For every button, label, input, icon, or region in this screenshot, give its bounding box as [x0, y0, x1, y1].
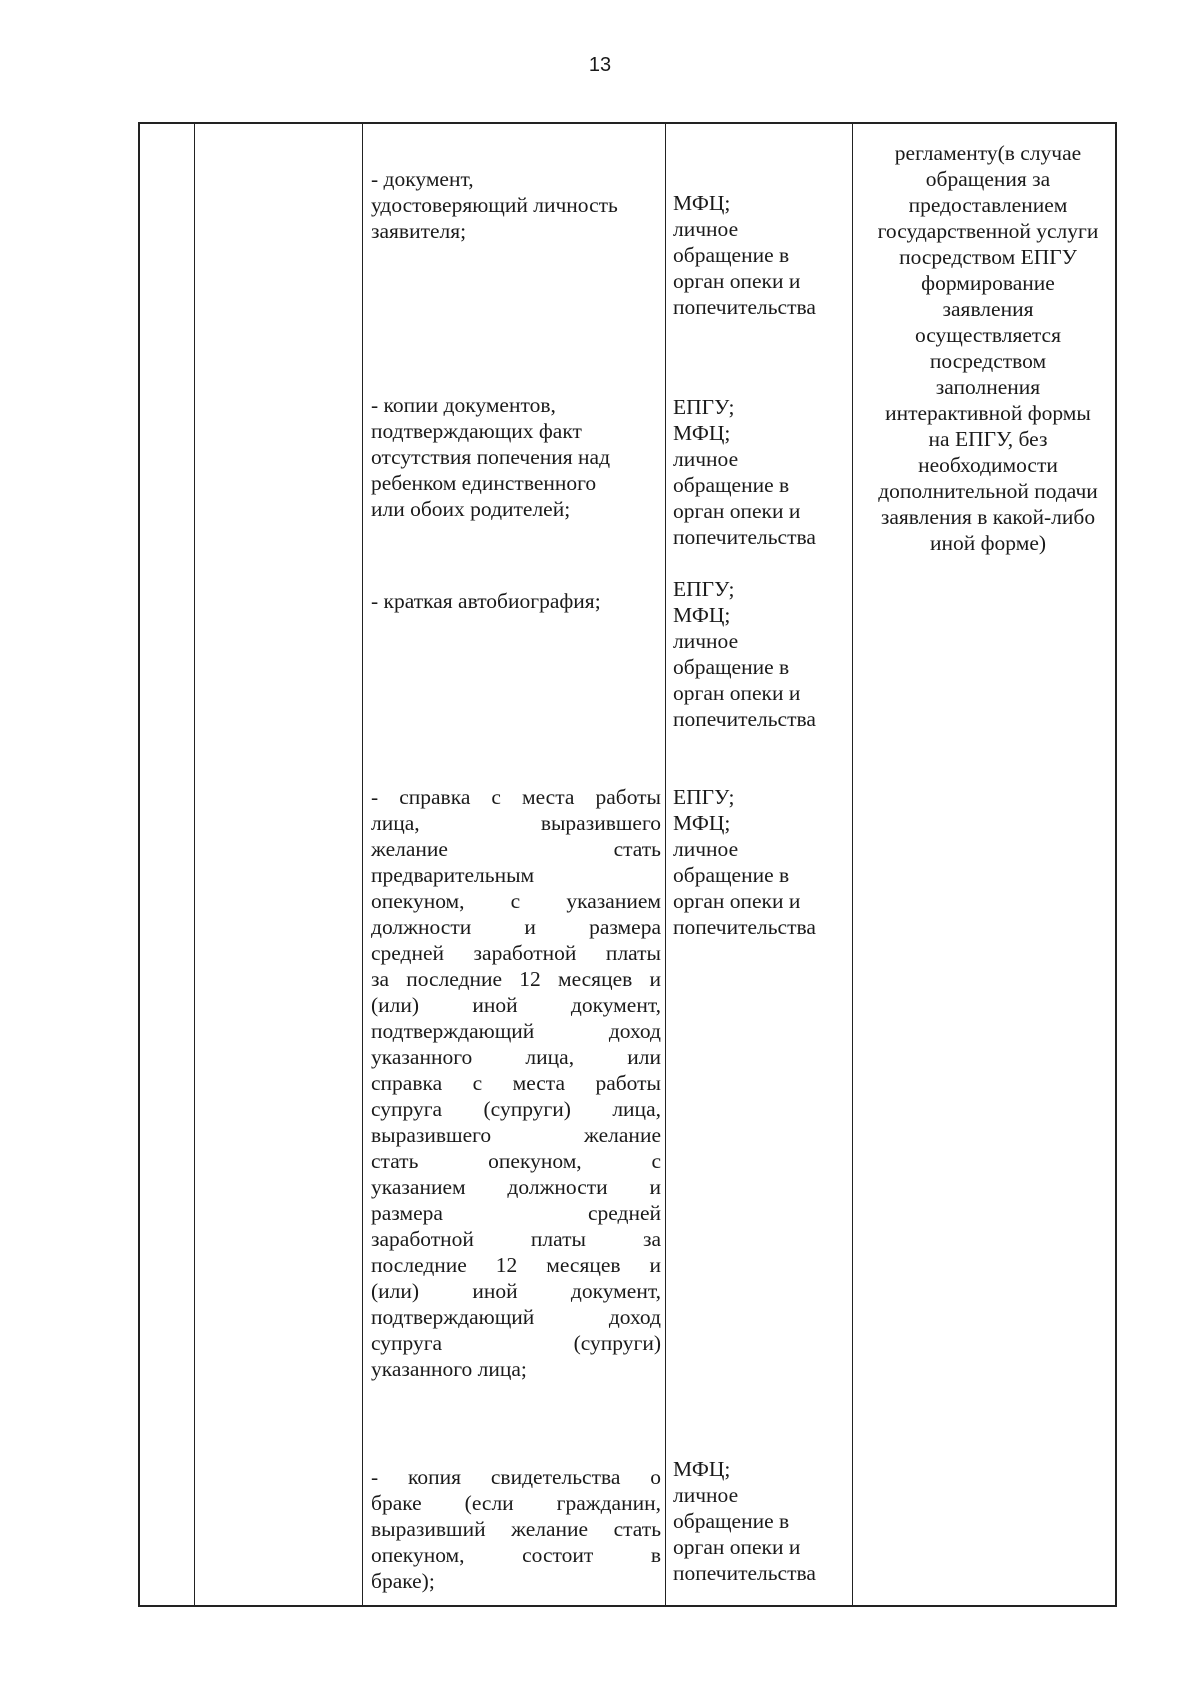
- source-line: попечительства: [673, 295, 816, 319]
- document-line: заявителя;: [371, 219, 467, 243]
- source-cell: [673, 784, 853, 940]
- document-line: браке (если гражданин,: [371, 1491, 661, 1515]
- document-line: желание стать: [371, 837, 661, 861]
- document-line: браке);: [371, 1569, 435, 1593]
- document-line: - краткая автобиография;: [371, 589, 601, 613]
- source-cell: [673, 576, 853, 732]
- document-cell: [371, 588, 661, 614]
- source-cell: [673, 1456, 853, 1586]
- source-line: орган опеки и: [673, 889, 801, 913]
- note-cell: [858, 140, 1118, 556]
- document-line: отсутствия попечения над: [371, 445, 611, 469]
- document-line: указанного лица;: [371, 1357, 527, 1381]
- source-line: попечительства: [673, 915, 816, 939]
- document-cell: [371, 784, 661, 1382]
- note-line: посредством ЕПГУ: [899, 245, 1077, 269]
- column-divider: [665, 124, 666, 1605]
- source-line: МФЦ;: [673, 603, 731, 627]
- source-line: ЕПГУ;: [673, 395, 735, 419]
- source-line: орган опеки и: [673, 499, 801, 523]
- note-line: обращения за: [925, 167, 1051, 191]
- source-line: личное: [673, 837, 739, 861]
- note-line: иной форме): [929, 531, 1047, 555]
- source-line: попечительства: [673, 1561, 816, 1585]
- source-line: попечительства: [673, 707, 816, 731]
- document-cell: [371, 1464, 661, 1594]
- document-line: выразившего желание: [371, 1123, 661, 1147]
- document-line: выразивший желание стать: [371, 1517, 661, 1541]
- document-line: ребенком единственного: [371, 471, 597, 495]
- source-line: обращение в: [673, 655, 790, 679]
- document-line: - документ,: [371, 167, 474, 191]
- note-line: заполнения: [935, 375, 1041, 399]
- source-line: обращение в: [673, 1509, 790, 1533]
- note-line: посредством: [929, 349, 1047, 373]
- document-line: должности и размера: [371, 915, 661, 939]
- source-line: МФЦ;: [673, 421, 731, 445]
- note-line: формирование: [921, 271, 1055, 295]
- note-line: государственной услуги: [877, 219, 1099, 243]
- document-line: лица, выразившего: [371, 811, 661, 835]
- document-line: - копии документов,: [371, 393, 556, 417]
- document-cell: [371, 392, 661, 522]
- document-line: - справка с места работы: [371, 785, 661, 809]
- source-line: орган опеки и: [673, 1535, 801, 1559]
- source-line: обращение в: [673, 243, 790, 267]
- document-line: предварительным: [371, 863, 535, 887]
- source-line: обращение в: [673, 473, 790, 497]
- note-line: интерактивной формы: [885, 401, 1091, 425]
- document-line: подтверждающих факт: [371, 419, 582, 443]
- note-line: необходимости: [918, 453, 1058, 477]
- document-line: последние 12 месяцев и: [371, 1253, 661, 1277]
- column-divider: [194, 124, 195, 1605]
- document-line: справка с места работы: [371, 1071, 661, 1095]
- document-line: опекуном, состоит в: [371, 1543, 661, 1567]
- source-line: обращение в: [673, 863, 790, 887]
- source-line: личное: [673, 217, 739, 241]
- source-cell: [673, 190, 853, 320]
- source-line: орган опеки и: [673, 269, 801, 293]
- document-line: (или) иной документ,: [371, 993, 661, 1017]
- document-cell: [371, 166, 661, 244]
- document-line: за последние 12 месяцев и: [371, 967, 661, 991]
- document-line: заработной платы за: [371, 1227, 661, 1251]
- source-line: ЕПГУ;: [673, 785, 735, 809]
- document-line: супруга (супруги) лица,: [371, 1097, 661, 1121]
- source-line: ЕПГУ;: [673, 577, 735, 601]
- column-divider: [362, 124, 363, 1605]
- document-line: подтверждающий доход: [371, 1305, 661, 1329]
- note-line: дополнительной подачи: [878, 479, 1098, 503]
- source-line: личное: [673, 447, 739, 471]
- note-line: предоставлением: [908, 193, 1068, 217]
- document-line: - копия свидетельства о: [371, 1465, 661, 1489]
- source-line: МФЦ;: [673, 191, 731, 215]
- source-line: личное: [673, 1483, 739, 1507]
- source-line: личное: [673, 629, 739, 653]
- document-line: указанием должности и: [371, 1175, 661, 1199]
- document-line: указанного лица, или: [371, 1045, 661, 1069]
- note-line: на ЕПГУ, без: [928, 427, 1048, 451]
- note-line: заявления: [942, 297, 1034, 321]
- note-line: осуществляется: [915, 323, 1061, 347]
- services-table: [138, 122, 1117, 1607]
- document-line: стать опекуном, с: [371, 1149, 661, 1173]
- source-line: МФЦ;: [673, 811, 731, 835]
- source-line: орган опеки и: [673, 681, 801, 705]
- source-line: попечительства: [673, 525, 816, 549]
- source-cell: [673, 394, 853, 550]
- document-line: размера средней: [371, 1201, 661, 1225]
- source-line: МФЦ;: [673, 1457, 731, 1481]
- document-line: средней заработной платы: [371, 941, 661, 965]
- document-line: или обоих родителей;: [371, 497, 571, 521]
- document-line: супруга (супруги): [371, 1331, 661, 1355]
- note-line: регламенту(в случае: [894, 141, 1082, 165]
- note-line: заявления в какой-либо: [880, 505, 1096, 529]
- document-line: (или) иной документ,: [371, 1279, 661, 1303]
- page-number: 13: [588, 54, 612, 76]
- document-line: удостоверяющий личность: [371, 193, 618, 217]
- document-line: подтверждающий доход: [371, 1019, 661, 1043]
- document-line: опекуном, с указанием: [371, 889, 661, 913]
